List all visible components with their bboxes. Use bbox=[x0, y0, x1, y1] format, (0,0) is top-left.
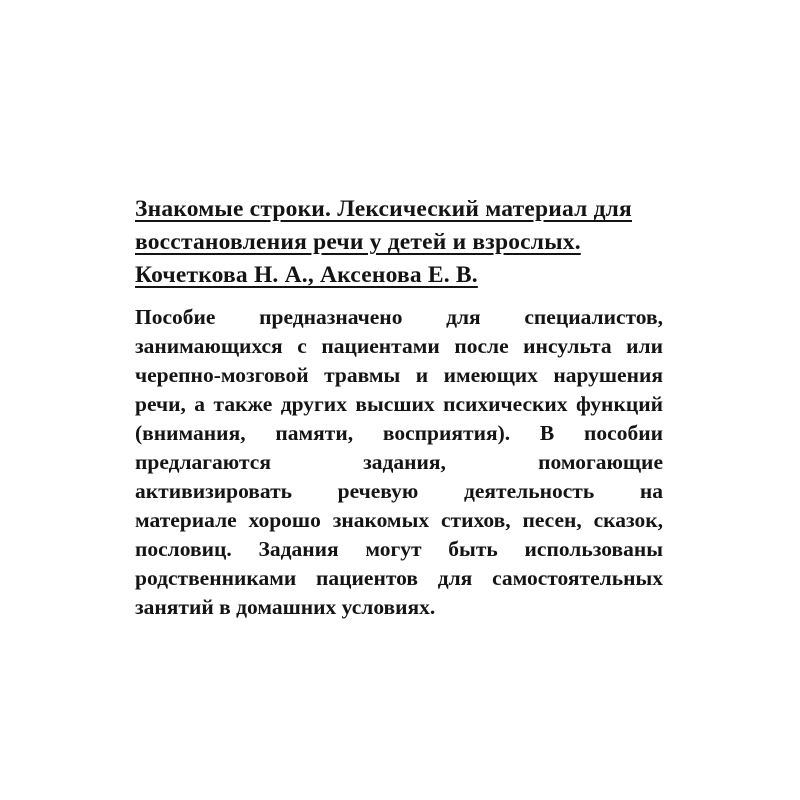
description-line: черепно-мозговой травмы и имеющих нарушения bbox=[135, 363, 663, 387]
description-line: пословиц. Задания могут быть использованы bbox=[135, 537, 663, 561]
title-line-2: восстановления речи у детей и взрослых. bbox=[135, 229, 581, 255]
book-title-heading bbox=[135, 193, 663, 292]
description-line: (внимания, памяти, восприятия). В пособии bbox=[135, 421, 663, 445]
description-line-last: занятий в домашних условиях. bbox=[135, 595, 436, 619]
title-line-1: Знакомые строки. Лексический материал для bbox=[135, 196, 632, 222]
description-line: речи, а также других высших психических функций bbox=[135, 392, 663, 416]
description-line: занимающихся с пациентами после инсульта или bbox=[135, 334, 663, 358]
description-line: предлагаются задания, помогающие bbox=[135, 450, 663, 474]
description-line: активизировать речевую деятельность на bbox=[135, 479, 663, 503]
description-line: родственниками пациентов для самостоятельных bbox=[135, 566, 663, 590]
book-info-block bbox=[135, 193, 663, 622]
authors-line: Кочеткова Н. А., Аксенова Е. В. bbox=[135, 262, 478, 288]
book-description bbox=[135, 303, 663, 622]
description-line: материале хорошо знакомых стихов, песен, сказок, bbox=[135, 508, 663, 532]
description-line: Пособие предназначено для специалистов, bbox=[135, 305, 663, 329]
